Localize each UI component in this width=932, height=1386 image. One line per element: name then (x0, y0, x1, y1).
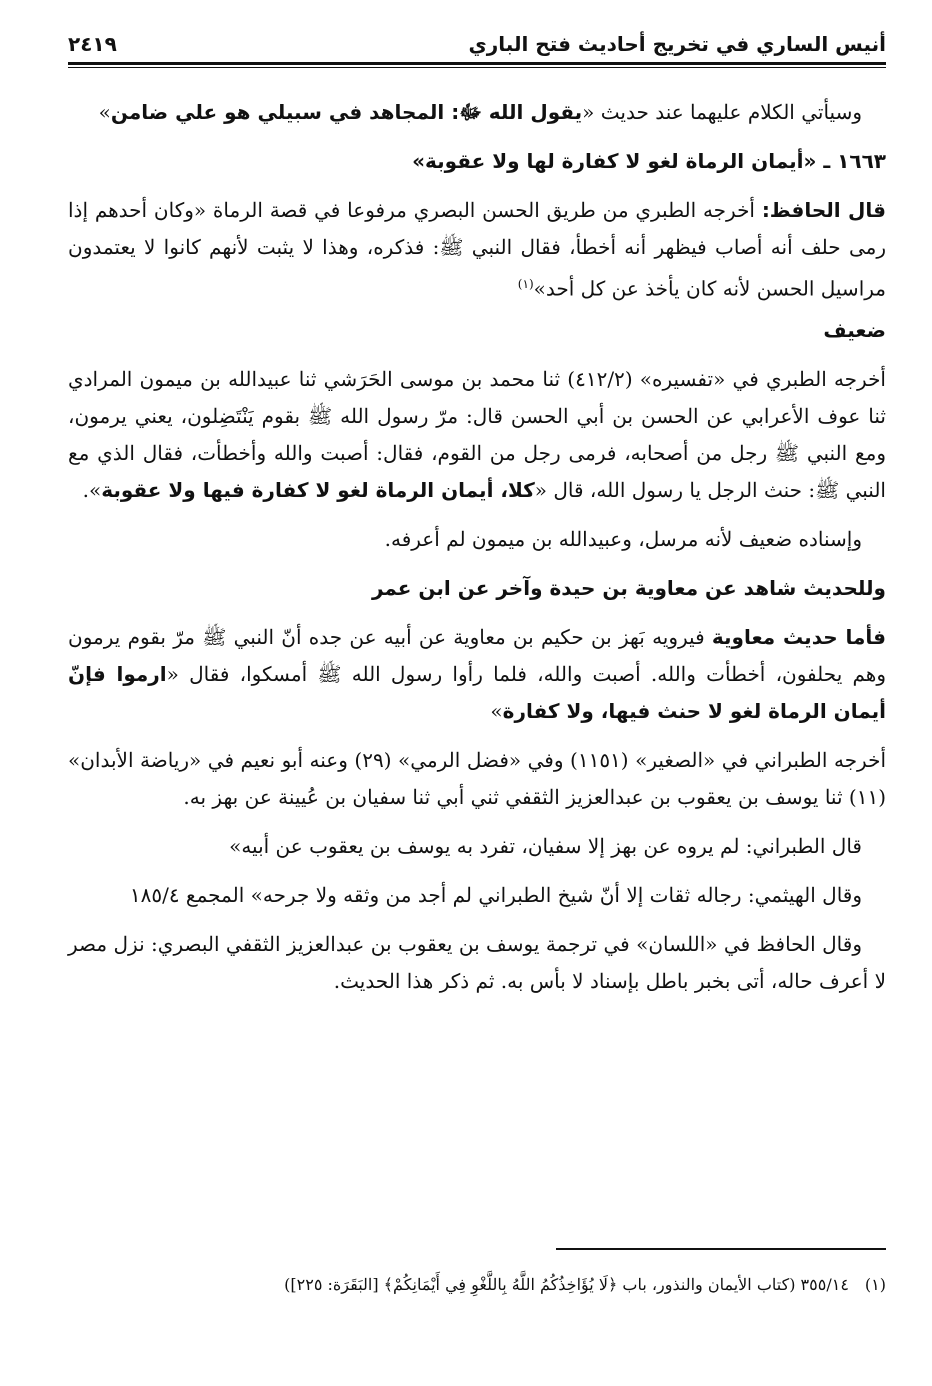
running-header (68, 28, 886, 58)
tabarani-quote: قال الطبراني: لم يروه عن بهز إلا سفيان، تفرد به يوسف بن يعقوب عن أبيه» (229, 833, 862, 858)
paragraph-muawiya (68, 619, 886, 730)
haythami-quote: وقال الهيثمي: رجاله ثقات إلا أنّ شيخ الطبراني لم أجد من وثقه ولا جرحه» المجمع ١٨٥/٤ (129, 882, 862, 907)
footnote-number: (١) (864, 1275, 886, 1294)
footnote-reference[interactable]: (١) (517, 277, 534, 291)
book-page (68, 28, 886, 1012)
hafiz-label: قال الحافظ: (761, 198, 886, 222)
muawiya-label: فأما حديث معاوية (711, 624, 887, 649)
paragraph-cross-reference (68, 94, 886, 131)
footnote-area (68, 1248, 886, 1298)
footnote (68, 1272, 886, 1298)
muawiya-hadith: ارموا فإنّ أيمان الرماة لغو لا حنث فيها، ولا كفارة (68, 661, 886, 723)
muawiya-end: » (490, 698, 503, 723)
header-rule (68, 62, 886, 65)
muawiya-text: فيرويه بَهز بن حكيم بن معاوية عن أبيه عن جده أنّ النبي ﷺ مرّ بقوم يرمون وهم يحلفون، أخطأت والله. أصبت والله، فلما رأوا رسول الله ﷺ أمسكوا، فقال « (68, 624, 886, 686)
takhrij-tabari-end: ». (82, 477, 102, 502)
isnad-note: وإسناده ضعيف لأنه مرسل، وعبيدالله بن ميمون لم أعرفه. (384, 526, 862, 551)
hadith-grade: ضعيف (823, 317, 886, 342)
cross-reference-text: وسيأتي الكلام عليهما عند حديث « (582, 100, 862, 124)
takhrij-tabari-hadith: كلا، أيمان الرماة لغو لا كفارة فيها ولا عقوبة (101, 477, 535, 502)
header-rule-thin (68, 67, 886, 68)
lisan-quote: وقال الحافظ في «اللسان» في ترجمة يوسف بن يعقوب بن عبدالعزيز الثقفي البصري: نزل مصر لا أعرف حاله، أتى بخبر باطل بإسناد لا بأس به. ثم ذكر هذا الحديث. (68, 931, 886, 993)
page-number: ٢٤١٩ (68, 32, 117, 56)
takhrij-tabari-text: أخرجه الطبري في «تفسيره» (٤١٢/٢) ثنا محمد بن موسى الحَرَشي ثنا عبيدالله بن ميمون المرادي ثنا عوف الأعرابي عن الحسن بن أبي الحسن قال: مرّ رسول الله ﷺ بقوم يَنْتَضِلون، يعني يرمون، ومع النبي ﷺ رجل من أصحابه، فرمى رجل من القوم، فقال: أصبت والله وأخطأت، فقال الذي مع النبي ﷺ: حنث الرجل يا رسول الله، قال « (68, 366, 886, 502)
cross-reference-end: » (98, 100, 111, 124)
hadith-heading: ١٦٦٣ ـ «أيمان الرماة لغو لا كفارة لها ولا عقوبة» (412, 149, 886, 173)
running-title: أنيس الساري في تخريج أحاديث فتح الباري (468, 32, 886, 56)
hafiz-text: أخرجه الطبري من طريق الحسن البصري مرفوعا في قصة الرماة «وكان أحدهم إذا رمى حلف أنه أصاب فيظهر أنه أخطأ، فقال النبي ﷺ: فذكره، وهذا لا يثبت لأنهم كانوا لا يعتمدون مراسيل الحسن لأنه كان يأخذ عن كل أحد» (68, 198, 886, 301)
page-body (68, 94, 886, 1000)
paragraph-takhrij-tabari (68, 361, 886, 509)
cross-reference-hadith: يقول الله ﷻ: المجاهد في سبيلي هو علي ضامن (110, 100, 583, 124)
paragraph-takhrij-tabarani: أخرجه الطبراني في «الصغير» (١١٥١) وفي «فضل الرمي» (٢٩) وعنه أبو نعيم في «رياضة الأبدان» (١١) ثنا يوسف بن يعقوب بن عبدالعزيز الثقفي ثني أبي ثنا سفيان بن عُيينة عن بهز به. (68, 747, 887, 809)
shahid-heading: وللحديث شاهد عن معاوية بن حيدة وآخر عن ابن عمر (371, 575, 886, 600)
footnote-text: ٣٥٥/١٤ (كتاب الأيمان والنذور، باب ﴿لَا يُؤَاخِذُكُمُ اللَّهُ بِاللَّغْوِ فِي أَيْمَانِكُمْ﴾ [البَقَرَة: ٢٢٥]) (284, 1275, 849, 1294)
paragraph-hafiz (68, 192, 886, 308)
footnote-rule (556, 1248, 886, 1250)
